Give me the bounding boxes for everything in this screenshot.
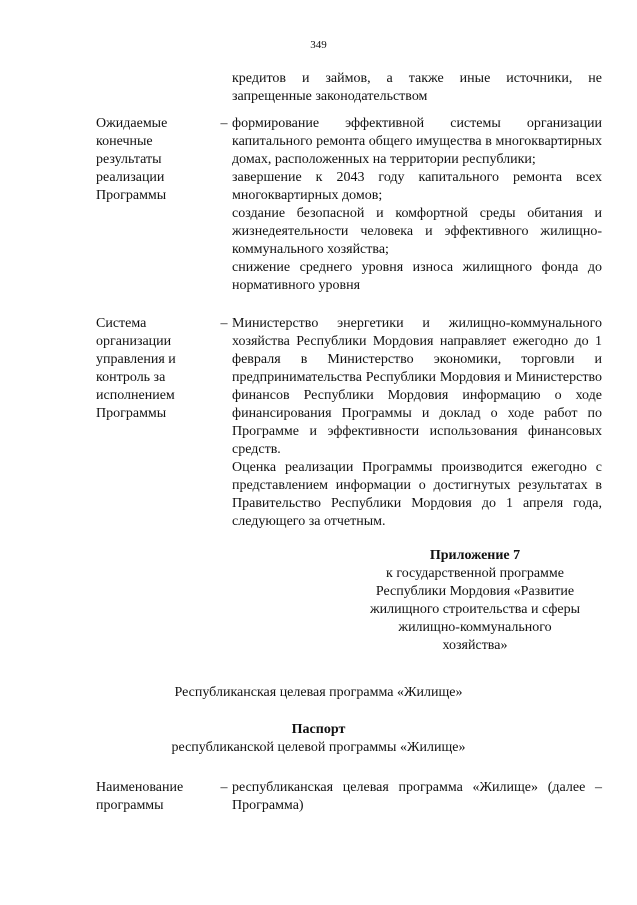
body-paragraph: завершение к 2043 году капитального ремонта всех многоквартирных домов; bbox=[232, 170, 602, 203]
body-paragraph: создание безопасной и комфортной среды обитания и жизнедеятельности человека и эффективного жилищно-коммунального хозяйства; bbox=[232, 206, 602, 257]
continuation-line: запрещенные законодательством bbox=[232, 89, 428, 104]
label-line: организации bbox=[96, 334, 172, 349]
body-paragraph: Оценка реализации Программы производится ежегодно с представлением информации о достигнутых результатах в Правительство Республики Мордовия до 1 апреля года, следующего за отчетным. bbox=[232, 460, 602, 529]
row-dash: – bbox=[220, 780, 228, 795]
appendix-line: жилищно-коммунального bbox=[398, 620, 552, 635]
row-label bbox=[96, 315, 214, 423]
body-paragraph: формирование эффективной системы организации капитального ремонта общего имущества в многоквартирных домах, расположенных на территории республики; bbox=[232, 116, 602, 167]
appendix-title: Приложение 7 bbox=[429, 548, 521, 563]
label-line: Наименование bbox=[96, 780, 184, 795]
label-line: Программы bbox=[96, 406, 167, 421]
passport-title: Паспорт bbox=[291, 722, 346, 737]
page-number: 349 bbox=[310, 39, 327, 51]
row-label bbox=[96, 779, 214, 815]
appendix-line: жилищного строительства и сферы bbox=[369, 602, 581, 617]
label-line: Ожидаемые bbox=[96, 116, 168, 131]
row-label bbox=[96, 115, 214, 205]
body-paragraph: республиканская целевая программа «Жилище» (далее – Программа) bbox=[232, 780, 602, 813]
label-line: исполнением bbox=[96, 388, 175, 403]
label-line: реализации bbox=[96, 170, 165, 185]
label-line: Программы bbox=[96, 188, 167, 203]
row-body bbox=[232, 779, 602, 815]
label-line: контроль за bbox=[96, 370, 166, 385]
continuation-text bbox=[232, 70, 602, 106]
label-line: Система bbox=[96, 316, 147, 331]
row-dash: – bbox=[220, 116, 228, 131]
continuation-line: кредитов и займов, а также иные источники, не bbox=[232, 71, 602, 86]
appendix-line: Республики Мордовия «Развитие bbox=[375, 584, 575, 599]
body-paragraph: снижение среднего уровня износа жилищного фонда до нормативного уровня bbox=[232, 260, 602, 293]
body-paragraph: Министерство энергетики и жилищно-коммунального хозяйства Республики Мордовия направляет ежегодно до 1 февраля в Министерство экономики, торговли и предпринимательства Республики Мордовия и Министерство финансов Республики Мордовия информацию о ходе финансирования Программы и доклад о ходе работ по Программе и эффективности использования финансовых средств. bbox=[232, 316, 602, 457]
label-line: результаты bbox=[96, 152, 162, 167]
label-line: программы bbox=[96, 798, 164, 813]
row-body bbox=[232, 315, 602, 531]
row-body bbox=[232, 115, 602, 295]
row-dash: – bbox=[220, 316, 228, 331]
appendix-line: хозяйства» bbox=[442, 638, 508, 653]
label-line: управления и bbox=[96, 352, 176, 367]
passport-subtitle: республиканской целевой программы «Жилище» bbox=[171, 740, 466, 755]
appendix-header bbox=[340, 547, 610, 655]
label-line: конечные bbox=[96, 134, 153, 149]
appendix-line: к государственной программе bbox=[386, 566, 564, 581]
program-title: Республиканская целевая программа «Жилище» bbox=[174, 685, 463, 700]
